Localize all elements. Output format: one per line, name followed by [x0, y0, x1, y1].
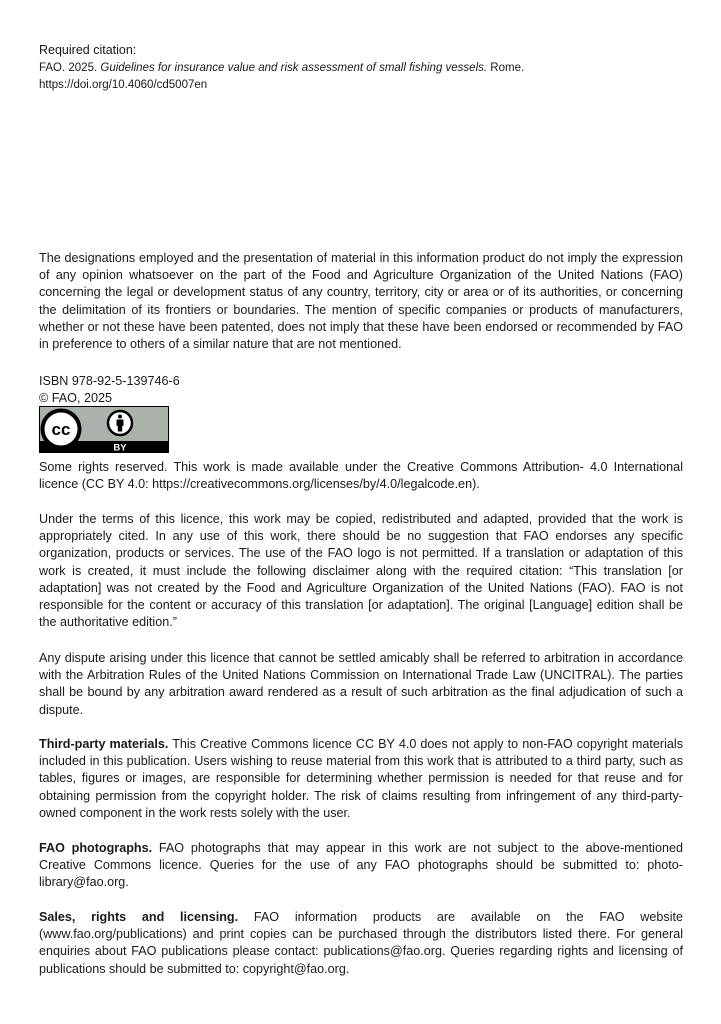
citation-prefix: FAO. 2025.	[39, 62, 101, 74]
citation-title: Guidelines for insurance value and risk assessment of small fishing vessels.	[100, 62, 488, 74]
publication-meta	[39, 373, 180, 406]
citation-block	[39, 42, 683, 94]
photographs-paragraph	[39, 840, 683, 892]
isbn: ISBN 978-92-5-139746-6	[39, 374, 180, 388]
copyright-line: © FAO, 2025	[39, 390, 112, 405]
attribution-person-icon	[108, 411, 132, 435]
cc-by-licence-badge	[39, 406, 169, 453]
rights-reserved-paragraph: Some rights reserved. This work is made available under the Creative Commons Attribution- 4.0 International licence (CC BY 4.0: https://creativecommons.org/licenses/by/4.0/legalcode.en).	[39, 460, 683, 492]
third-party-text: This Creative Commons licence CC BY 4.0 does not apply to non-FAO copyright materials included in this publication. Users wishing to reuse material from this work that is attributed to a third party, such as tables, figures or images, are responsible for determining whether permission is needed for that reuse and for obtaining permission from the copyright holder. The risk of claims resulting from infringement of any third-party-owned component in the work rests solely with the user.	[39, 737, 683, 820]
photographs-text: FAO photographs that may appear in this work are not subject to the above-mentioned Creative Commons licence. Queries for the use of any FAO photographs should be submitted to: photo-library@fao.org.	[39, 841, 683, 890]
citation-text	[39, 60, 683, 94]
cc-icon-text: cc	[51, 420, 71, 439]
third-party-paragraph	[39, 736, 683, 822]
copyright-page	[39, 42, 683, 976]
sales-heading: Sales, rights and licensing.	[39, 910, 239, 924]
third-party-heading: Third-party materials.	[39, 737, 169, 751]
sales-text: FAO information products are available on the FAO website (www.fao.org/publications) and print copies can be purchased through the distributors listed there. For general enquiries about FAO publications please contact: publications@fao.org. Queries regarding rights and licensing of publications should be submitted to: copyright@fao.org.	[39, 910, 683, 976]
citation-label: Required citation:	[39, 43, 137, 57]
licence-terms-paragraph: Under the terms of this licence, this work may be copied, redistributed and adapted, provided that the work is appropriately cited. In any use of this work, there should be no suggestion that FAO endorses any specific organization, products or services. The use of the FAO logo is not permitted. If a translation or adaptation of this work is created, it must include the following disclaimer along with the required citation: “This translation [or adaptation] was not created by the Food and Agriculture Organization of the United Nations (FAO). FAO is not responsible for the content or accuracy of this translation [or adaptation]. The original [Language] edition shall be the authoritative edition.”	[39, 512, 683, 630]
sales-paragraph	[39, 909, 683, 978]
disclaimer-paragraph: The designations employed and the presentation of material in this information product do not imply the expression of any opinion whatsoever on the part of the Food and Agriculture Organization of the United Nations (FAO) concerning the legal or development status of any country, territory, city or area or of its authorities, or concerning the delimitation of its frontiers or boundaries. The mention of specific companies or products of manufacturers, whether or not these have been patented, does not imply that these have been endorsed or recommended by FAO in preference to others of a similar nature that are not mentioned.	[39, 251, 683, 352]
by-label: BY	[113, 442, 127, 453]
dispute-paragraph: Any dispute arising under this licence that cannot be settled amicably shall be referred to arbitration in accordance with the Arbitration Rules of the United Nations Commission on International Trade Law (UNCITRAL). The parties shall be bound by any arbitration award rendered as a result of such arbitration as the final adjudication of such a dispute.	[39, 651, 683, 717]
photographs-heading: FAO photographs.	[39, 841, 153, 855]
citation-suffix: Rome. https://doi.org/10.4060/cd5007en	[39, 62, 525, 91]
